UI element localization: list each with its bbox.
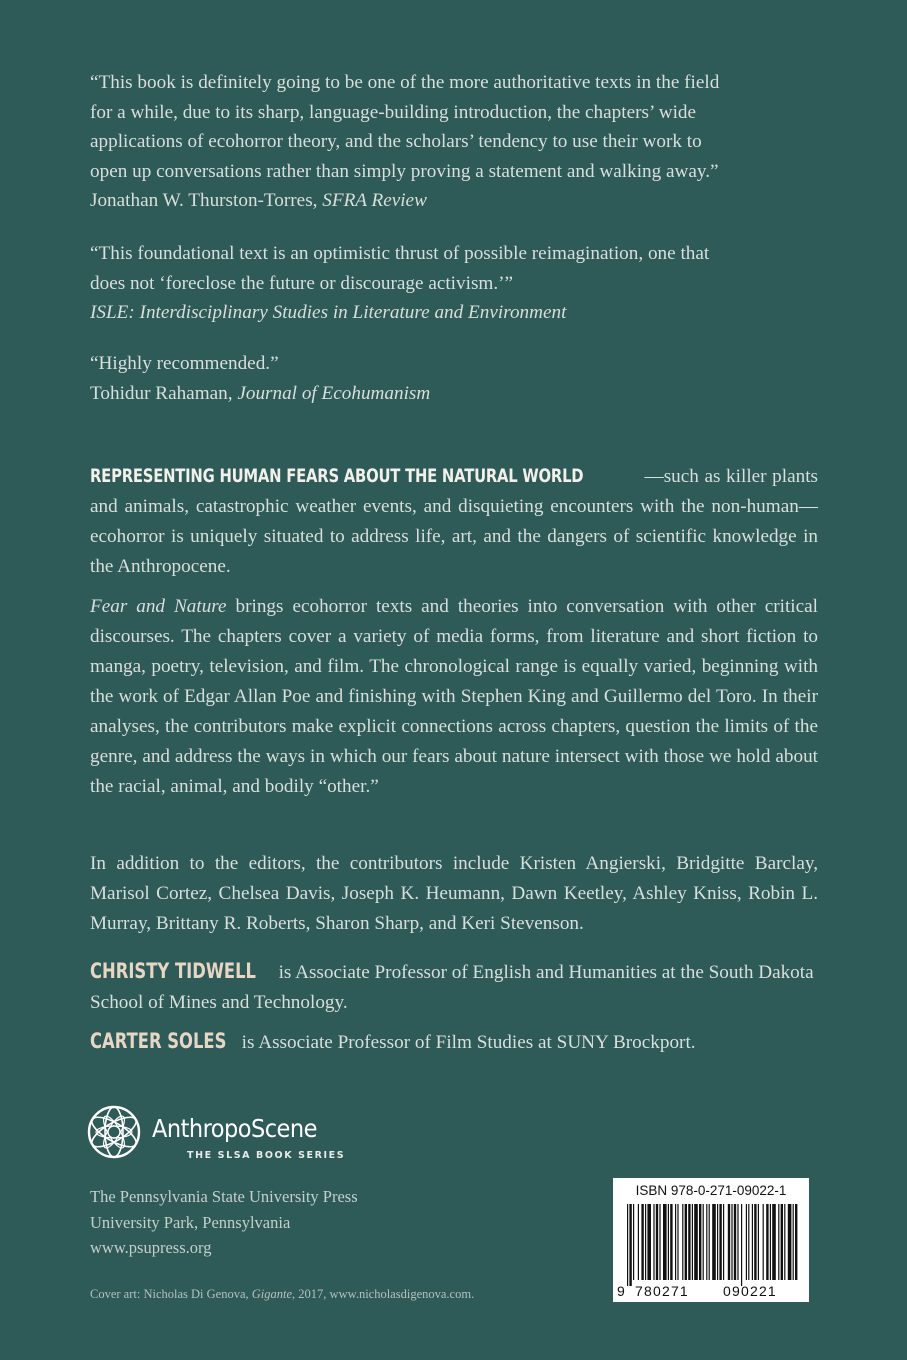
barcode-bar: [737, 1204, 738, 1280]
isbn-label: ISBN 978-0-271-09022-1: [635, 1183, 787, 1198]
barcode-bar: [656, 1204, 658, 1280]
barcode-bar: [647, 1204, 651, 1280]
publisher-website: www.psupress.org: [90, 1238, 212, 1257]
barcode-bar: [734, 1204, 736, 1280]
barcode-bar: [663, 1204, 667, 1280]
cover-credit-prefix: Cover art: Nicholas Di Genova,: [90, 1287, 252, 1301]
barcode-bar: [741, 1204, 742, 1286]
barcode-bar: [629, 1204, 631, 1286]
barcode-bars: [627, 1204, 799, 1286]
series-subtitle: THE SLSA BOOK SERIES: [187, 1150, 346, 1161]
quote-author: Tohidur Rahaman,: [90, 382, 233, 404]
cover-art-title: Gigante: [251, 1287, 293, 1301]
barcode-bar: [772, 1204, 776, 1280]
barcode-bar: [703, 1204, 704, 1280]
barcode-bar: [682, 1204, 683, 1280]
description-paragraph-1: [90, 461, 818, 582]
editor-name: CHRISTY TIDWELL: [90, 959, 256, 983]
barcode-bar: [748, 1204, 749, 1280]
editor-bio-2: [90, 1026, 830, 1058]
barcode-bar: [728, 1204, 730, 1280]
barcode-bar: [633, 1204, 634, 1280]
contributors-text: In addition to the editors, the contributors include Kristen Angierski, Bridgitte Barclay, Marisol Cortez, Chelsea Davis, Joseph K. Heumann, Dawn Keetley, Ashley Kniss, Robin L. Murray, Brittany R. Roberts, Sharon Sharp, and Keri Stevenson.: [90, 853, 818, 934]
quote-attribution: [90, 379, 850, 409]
publisher-name: The Pennsylvania State University Press: [90, 1187, 358, 1206]
barcode-bar: [627, 1204, 628, 1286]
quote-source: Journal of Ecohumanism: [237, 382, 431, 404]
quote-line: open up conversations rather than simply proving a statement and walking away.”: [90, 160, 719, 182]
barcode-bar: [659, 1204, 660, 1280]
barcode-bar: [746, 1204, 747, 1280]
editor-bio-text: is Associate Professor of English and Humanities at the South Dakota School of Mines and Technology.: [90, 962, 814, 1013]
barcode-bar: [723, 1204, 724, 1280]
description-paragraph-2: [90, 592, 818, 802]
series-name: AnthropoScene: [152, 1114, 317, 1143]
barcode-bar: [784, 1204, 785, 1280]
series-branding: [86, 1104, 386, 1168]
quote-attribution: [90, 298, 850, 328]
barcode-bar: [692, 1204, 693, 1280]
editor-name: CARTER SOLES: [90, 1029, 227, 1053]
quote-line: applications of ecohorror theory, and the scholars’ tendency to use their work to: [90, 131, 702, 152]
publisher-location: University Park, Pennsylvania: [90, 1212, 291, 1232]
barcode-digits-right: 090221: [723, 1283, 777, 1299]
barcode-bar: [675, 1204, 676, 1280]
barcode-bar: [719, 1204, 721, 1280]
description-text: brings ecohorror texts and theories into conversation with other critical discourses. The chapters cover a variety of media forms, from literature and short fiction to manga, poetry, television, and film. The chronological range is equally varied, beginning with the work of Edgar Allan Poe and finishing with Stephen King and Guillermo del Toro. In their analyses, the contributors make explicit connections across chapters, question the limits of the genre, and address the ways in which our fears about nature intersect with those we hold about the racial, animal, and bodily “other.”: [90, 596, 818, 797]
cover-credit-suffix: , 2017, www.nicholasdigenova.com.: [292, 1287, 475, 1301]
description-text: —such as killer plants and animals, catastrophic weather events, and disquieting encounters with the non-human—ecohorror is uniquely situated to address life, art, and the dangers of scientific knowledge in the Anthropocene.: [90, 466, 818, 577]
barcode-bar: [712, 1204, 716, 1280]
quote-source: SFRA Review: [322, 190, 427, 211]
barcode-bar: [706, 1204, 707, 1280]
cover-credit: [90, 1287, 474, 1302]
barcode-bar: [731, 1204, 732, 1280]
barcode-bar: [699, 1204, 701, 1280]
barcode-bar: [795, 1204, 797, 1280]
quote-line: “This foundational text is an optimistic thrust of possible reimagination, one that: [90, 243, 710, 264]
editor-bio-text: is Associate Professor of Film Studies at SUNY Brockport.: [236, 1032, 696, 1053]
barcode-bar: [645, 1204, 646, 1280]
barcode-bar: [641, 1204, 643, 1280]
barcode-bar: [770, 1204, 771, 1280]
barcode-bar: [752, 1204, 753, 1280]
description-lead: REPRESENTING HUMAN FEARS ABOUT THE NATURAL WORLD: [90, 465, 584, 487]
review-quote-2: [90, 239, 850, 328]
barcode-bar: [670, 1204, 672, 1280]
quote-line: “This book is definitely going to be one of the more authoritative texts in the field: [90, 72, 720, 93]
barcode-bar: [793, 1204, 794, 1280]
publisher-block: [90, 1184, 358, 1261]
quote-attribution: [90, 186, 850, 216]
isbn-barcode: [613, 1178, 809, 1302]
editor-bio-1: [90, 956, 830, 1018]
barcode-bar: [638, 1204, 639, 1280]
barcode-bar: [754, 1204, 756, 1280]
barcode-bar: [668, 1204, 669, 1280]
barcode-bar: [694, 1204, 698, 1280]
quote-line: for a while, due to its sharp, language-building introduction, the chapters’ wide: [90, 101, 697, 123]
quote-line: does not ‘foreclose the future or discourage activism.’”: [90, 272, 514, 294]
book-title: Fear and Nature: [90, 596, 227, 617]
barcode-bar: [766, 1204, 768, 1280]
barcode-bar: [788, 1204, 792, 1280]
spiral-sphere-logo-icon: [86, 1104, 142, 1160]
quote-line: “Highly recommended.”: [90, 353, 279, 374]
barcode-bar: [709, 1204, 710, 1280]
barcode-bar: [688, 1204, 690, 1280]
contributors-paragraph: [90, 849, 818, 939]
barcode-bar: [763, 1204, 764, 1280]
barcode-bar: [653, 1204, 654, 1280]
barcode-bar: [677, 1204, 678, 1280]
barcode-bar: [781, 1204, 783, 1280]
barcode-digits-left: 780271: [635, 1283, 689, 1299]
barcode-bar: [758, 1204, 759, 1280]
barcode-digit-first: 9: [617, 1283, 626, 1299]
review-quote-1: [90, 68, 850, 216]
barcode-bar: [717, 1204, 718, 1280]
review-quote-3: [90, 349, 850, 408]
quote-author: Jonathan W. Thurston-Torres,: [90, 190, 318, 211]
barcode-bar: [685, 1204, 687, 1280]
quote-source: ISLE: Interdisciplinary Studies in Literature and Environment: [90, 302, 567, 323]
barcode-bar: [778, 1204, 779, 1280]
